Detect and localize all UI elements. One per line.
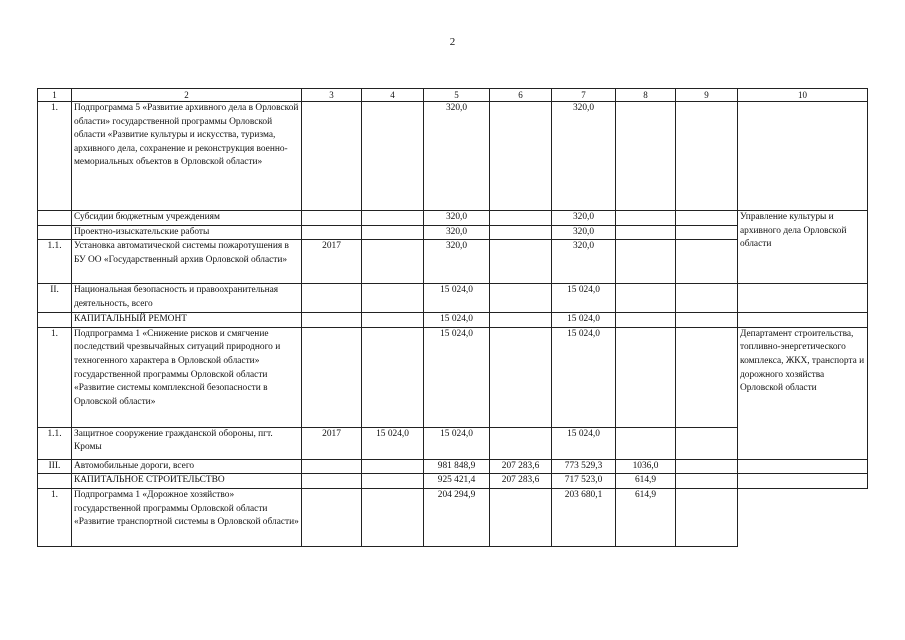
cell-col4	[362, 459, 424, 474]
cell-col4	[362, 327, 424, 427]
column-header: 8	[616, 89, 676, 102]
cell-name: Проектно-изыскательские работы	[72, 225, 302, 240]
cell-col7: 320,0	[552, 225, 616, 240]
cell-col4	[362, 488, 424, 546]
column-header: 3	[302, 89, 362, 102]
cell-name: КАПИТАЛЬНЫЙ РЕМОНТ	[72, 313, 302, 328]
cell-col5: 320,0	[424, 211, 490, 226]
cell-col7: 773 529,3	[552, 459, 616, 474]
cell-col7: 320,0	[552, 102, 616, 211]
cell-index: 1.1.	[38, 427, 72, 459]
cell-index: 1.	[38, 488, 72, 546]
cell-col8	[616, 427, 676, 459]
cell-col8	[616, 225, 676, 240]
cell-name: Подпрограмма 1 «Дорожное хозяйство» государственной программы Орловской области «Развитие транспортной системы в Орловской области»	[72, 488, 302, 546]
column-header: 2	[72, 89, 302, 102]
column-header: 9	[676, 89, 738, 102]
cell-year	[302, 225, 362, 240]
cell-index: II.	[38, 284, 72, 313]
cell-col7: 15 024,0	[552, 427, 616, 459]
cell-col7: 15 024,0	[552, 327, 616, 427]
cell-year	[302, 211, 362, 226]
cell-col4	[362, 474, 424, 489]
column-header: 4	[362, 89, 424, 102]
cell-index: 1.1.	[38, 240, 72, 284]
cell-col5: 15 024,0	[424, 313, 490, 328]
table-row	[38, 211, 868, 226]
table-header-row	[38, 89, 868, 102]
cell-name: Защитное сооружение гражданской обороны, пгт. Кромы	[72, 427, 302, 459]
cell-responsible	[738, 474, 868, 489]
column-header: 1	[38, 89, 72, 102]
cell-col7: 320,0	[552, 240, 616, 284]
cell-responsible-culture: Управление культуры и архивного дела Орловской области	[738, 211, 868, 284]
cell-year	[302, 284, 362, 313]
cell-col7: 717 523,0	[552, 474, 616, 489]
cell-col4	[362, 102, 424, 211]
cell-year	[302, 474, 362, 489]
cell-name: КАПИТАЛЬНОЕ СТРОИТЕЛЬСТВО	[72, 474, 302, 489]
cell-col5: 204 294,9	[424, 488, 490, 546]
cell-index: III.	[38, 459, 72, 474]
cell-col9	[676, 327, 738, 427]
cell-col5: 320,0	[424, 225, 490, 240]
cell-col9	[676, 284, 738, 313]
cell-index: 1.	[38, 327, 72, 427]
cell-responsible-construction: Департамент строительства, топливно-энергетического комплекса, ЖКХ, транспорта и дорожного хозяйства Орловской области	[738, 327, 868, 459]
cell-col6: 207 283,6	[490, 474, 552, 489]
cell-col5: 15 024,0	[424, 284, 490, 313]
cell-name: Установка автоматической системы пожаротушения в БУ ОО «Государственный архив Орловской области»	[72, 240, 302, 284]
cell-col9	[676, 474, 738, 489]
cell-col4	[362, 313, 424, 328]
cell-year	[302, 102, 362, 211]
table-row	[38, 474, 868, 489]
cell-col7: 15 024,0	[552, 284, 616, 313]
cell-col6	[490, 488, 552, 546]
cell-col8	[616, 102, 676, 211]
cell-col4	[362, 211, 424, 226]
cell-name: Подпрограмма 5 «Развитие архивного дела в Орловской области» государственной программы Орловской области «Развитие культуры и искусства, туризма, архивного дела, сохранение и реконструкция военно-мемориальных объектов в Орловской области»	[72, 102, 302, 211]
cell-responsible	[738, 313, 868, 328]
cell-index	[38, 211, 72, 226]
cell-col8	[616, 284, 676, 313]
cell-responsible	[738, 102, 868, 211]
cell-col6	[490, 102, 552, 211]
cell-index	[38, 313, 72, 328]
cell-col6	[490, 225, 552, 240]
cell-col4: 15 024,0	[362, 427, 424, 459]
cell-col6	[490, 284, 552, 313]
cell-col4	[362, 284, 424, 313]
cell-responsible	[738, 284, 868, 313]
column-header: 5	[424, 89, 490, 102]
cell-col6	[490, 240, 552, 284]
cell-col6	[490, 313, 552, 328]
cell-col9	[676, 240, 738, 284]
cell-col6	[490, 327, 552, 427]
cell-col8	[616, 327, 676, 427]
cell-col4	[362, 240, 424, 284]
page-number: 2	[449, 36, 456, 48]
cell-col5: 981 848,9	[424, 459, 490, 474]
cell-col4	[362, 225, 424, 240]
budget-table	[37, 88, 868, 547]
cell-col9	[676, 488, 738, 546]
cell-col5: 320,0	[424, 102, 490, 211]
cell-col9	[676, 211, 738, 226]
cell-year	[302, 488, 362, 546]
cell-col6	[490, 211, 552, 226]
table-row	[38, 284, 868, 313]
cell-col7: 320,0	[552, 211, 616, 226]
cell-col5: 320,0	[424, 240, 490, 284]
column-header: 10	[738, 89, 868, 102]
cell-year: 2017	[302, 427, 362, 459]
cell-name: Субсидии бюджетным учреждениям	[72, 211, 302, 226]
cell-index	[38, 225, 72, 240]
cell-col8: 614,9	[616, 474, 676, 489]
cell-col7: 15 024,0	[552, 313, 616, 328]
cell-col9	[676, 313, 738, 328]
cell-col8	[616, 211, 676, 226]
cell-responsible	[738, 488, 868, 546]
column-header: 7	[552, 89, 616, 102]
cell-year	[302, 327, 362, 427]
cell-name: Национальная безопасность и правоохранительная деятельность, всего	[72, 284, 302, 313]
column-header: 6	[490, 89, 552, 102]
cell-name: Подпрограмма 1 «Снижение рисков и смягчение последствий чрезвычайных ситуаций природного и техногенного характера в Орловской области» государственной программы Орловской области «Развитие системы комплексной безопасности в Орловской области»	[72, 327, 302, 427]
cell-col6: 207 283,6	[490, 459, 552, 474]
cell-responsible	[738, 459, 868, 474]
cell-year	[302, 459, 362, 474]
cell-col6	[490, 427, 552, 459]
cell-index: 1.	[38, 102, 72, 211]
cell-col8	[616, 240, 676, 284]
cell-year: 2017	[302, 240, 362, 284]
table-row	[38, 327, 868, 427]
table-row	[38, 313, 868, 328]
cell-col8: 614,9	[616, 488, 676, 546]
table-row	[38, 488, 868, 546]
table-row	[38, 102, 868, 211]
cell-col9	[676, 102, 738, 211]
cell-name: Автомобильные дороги, всего	[72, 459, 302, 474]
cell-index	[38, 474, 72, 489]
cell-year	[302, 313, 362, 328]
cell-col5: 15 024,0	[424, 427, 490, 459]
cell-col8: 1036,0	[616, 459, 676, 474]
cell-col5: 925 421,4	[424, 474, 490, 489]
cell-col5: 15 024,0	[424, 327, 490, 427]
cell-col9	[676, 459, 738, 474]
cell-col9	[676, 427, 738, 459]
cell-col7: 203 680,1	[552, 488, 616, 546]
table-row	[38, 459, 868, 474]
cell-col8	[616, 313, 676, 328]
cell-col9	[676, 225, 738, 240]
